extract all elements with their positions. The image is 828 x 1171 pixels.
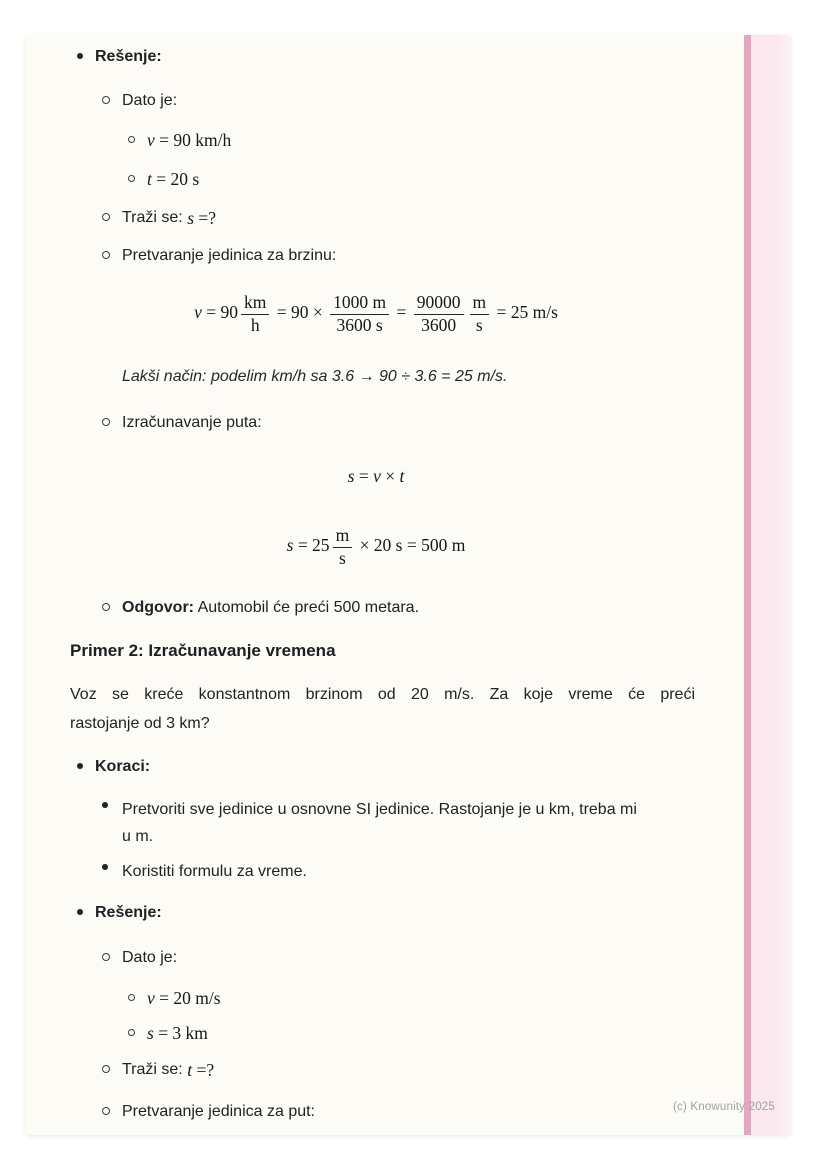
sought-suffix: =? xyxy=(192,1060,215,1080)
conversion-label: Pretvaranje jedinica za brzinu: xyxy=(122,247,337,264)
given-value: = 20 s xyxy=(151,169,200,189)
trazi-se-item xyxy=(102,1060,214,1081)
dato-je-label: Dato je: xyxy=(122,92,178,109)
given-item xyxy=(128,130,231,151)
circle-bullet-icon xyxy=(102,213,110,221)
given-variable: v xyxy=(147,988,155,1008)
disc-bullet-icon xyxy=(102,864,108,870)
problem-line: rastojanje od 3 km? xyxy=(70,714,210,732)
math-text: × 20 s = 500 m xyxy=(355,535,466,556)
solution2-heading-item xyxy=(77,903,162,922)
given-item xyxy=(128,1023,208,1044)
disc-bullet-icon xyxy=(77,909,83,915)
step-line: Pretvoriti sve jedinice u osnovne SI jedinice. Rastojanje je u km, treba mi xyxy=(122,801,637,818)
koraci-heading-item xyxy=(77,757,150,776)
fraction: $\frac{m}{s}$ xyxy=(333,526,353,568)
solution1-heading: Rešenje: xyxy=(95,48,162,65)
step-item xyxy=(102,796,637,850)
given-item xyxy=(128,988,221,1009)
sought-suffix: =? xyxy=(194,208,217,228)
math-variable: v xyxy=(194,302,202,323)
step-text xyxy=(122,796,637,850)
fraction: $\frac{90000}{3600}$ xyxy=(414,293,464,335)
step-text: Koristiti formulu za vreme. xyxy=(122,863,307,880)
easier-way-note: Lakši način: podelim km/h sa 3.6 → 90 ÷ 3.6 = 25 m/s. xyxy=(122,368,508,385)
circle-bullet-icon xyxy=(128,1029,135,1036)
math-text: = 90 × xyxy=(272,302,328,323)
disc-bullet-icon xyxy=(77,53,83,59)
math-variable: s xyxy=(286,535,294,556)
circle-bullet-icon xyxy=(102,953,110,961)
trazi-se-label: Traži se: xyxy=(122,209,188,226)
given-value: = 20 m/s xyxy=(154,988,221,1008)
circle-bullet-icon xyxy=(102,251,110,259)
answer-item xyxy=(102,598,419,617)
math-text: = 25 m/s xyxy=(492,302,558,323)
circle-bullet-icon xyxy=(102,96,110,104)
problem-line: Voz se kreće konstantnom brzinom od 20 m/s. Za koje vreme će preći xyxy=(70,686,695,703)
koraci-heading: Koraci: xyxy=(95,758,151,775)
answer-label: Odgovor: xyxy=(122,599,194,616)
given-item xyxy=(128,169,199,190)
math-variable: t xyxy=(399,466,405,486)
calculation-label-item xyxy=(102,413,262,432)
circle-bullet-icon xyxy=(102,1107,110,1115)
solution1-dato-item xyxy=(102,91,177,110)
given-value: = 90 km/h xyxy=(154,130,232,150)
circle-bullet-icon xyxy=(102,418,110,426)
conversion-label: Pretvaranje jedinica za put: xyxy=(122,1103,315,1120)
math-text: = 90 xyxy=(201,302,238,323)
watermark: (c) Knowunity 2025 xyxy=(672,1101,775,1113)
trazi-se-label: Traži se: xyxy=(122,1061,188,1078)
fraction: $\frac{1000 m}{3600 s}$ xyxy=(330,293,389,335)
disc-bullet-icon xyxy=(102,802,108,808)
math-text: = 25 xyxy=(293,535,330,556)
math-text: × xyxy=(380,466,400,486)
conversion-label-item xyxy=(102,1102,315,1121)
math-variable: v xyxy=(373,466,381,486)
sought-variable: s xyxy=(187,208,195,228)
sought-variable: t xyxy=(187,1060,193,1080)
disc-bullet-icon xyxy=(77,763,83,769)
calculation-label: Izračunavanje puta: xyxy=(122,414,262,431)
fraction: $\frac{km}{h}$ xyxy=(241,293,269,335)
circle-bullet-icon xyxy=(128,994,135,1001)
example2-heading: Primer 2: Izračunavanje vremena xyxy=(70,641,336,660)
dato-je-label: Dato je: xyxy=(122,949,178,966)
example2-problem-paragraph xyxy=(70,681,695,738)
circle-bullet-icon xyxy=(102,1065,110,1073)
conversion-label-item xyxy=(102,246,336,265)
distance-calculation-formula xyxy=(25,526,727,568)
given-variable: v xyxy=(147,130,155,150)
accent-stripe xyxy=(744,35,791,1135)
speed-conversion-formula xyxy=(25,293,727,335)
answer-text: Automobil će preći 500 metara. xyxy=(194,599,420,616)
fraction: $\frac{m}{s}$ xyxy=(470,293,490,335)
given-value: = 3 km xyxy=(153,1023,208,1043)
solution2-heading: Rešenje: xyxy=(95,904,162,921)
math-text: = xyxy=(392,302,411,323)
step-item xyxy=(102,858,307,885)
distance-formula xyxy=(25,466,727,487)
page-card xyxy=(25,35,791,1135)
step-line: u m. xyxy=(122,828,154,845)
circle-bullet-icon xyxy=(128,136,135,143)
given-variable: t xyxy=(147,169,152,189)
trazi-se-item xyxy=(102,208,216,229)
given-variable: s xyxy=(147,1023,154,1043)
math-text: = xyxy=(354,466,374,486)
solution2-dato-item xyxy=(102,948,177,967)
solution1-heading-item xyxy=(77,47,162,66)
math-variable: s xyxy=(347,466,355,486)
circle-bullet-icon xyxy=(128,175,135,182)
circle-bullet-icon xyxy=(102,603,110,611)
